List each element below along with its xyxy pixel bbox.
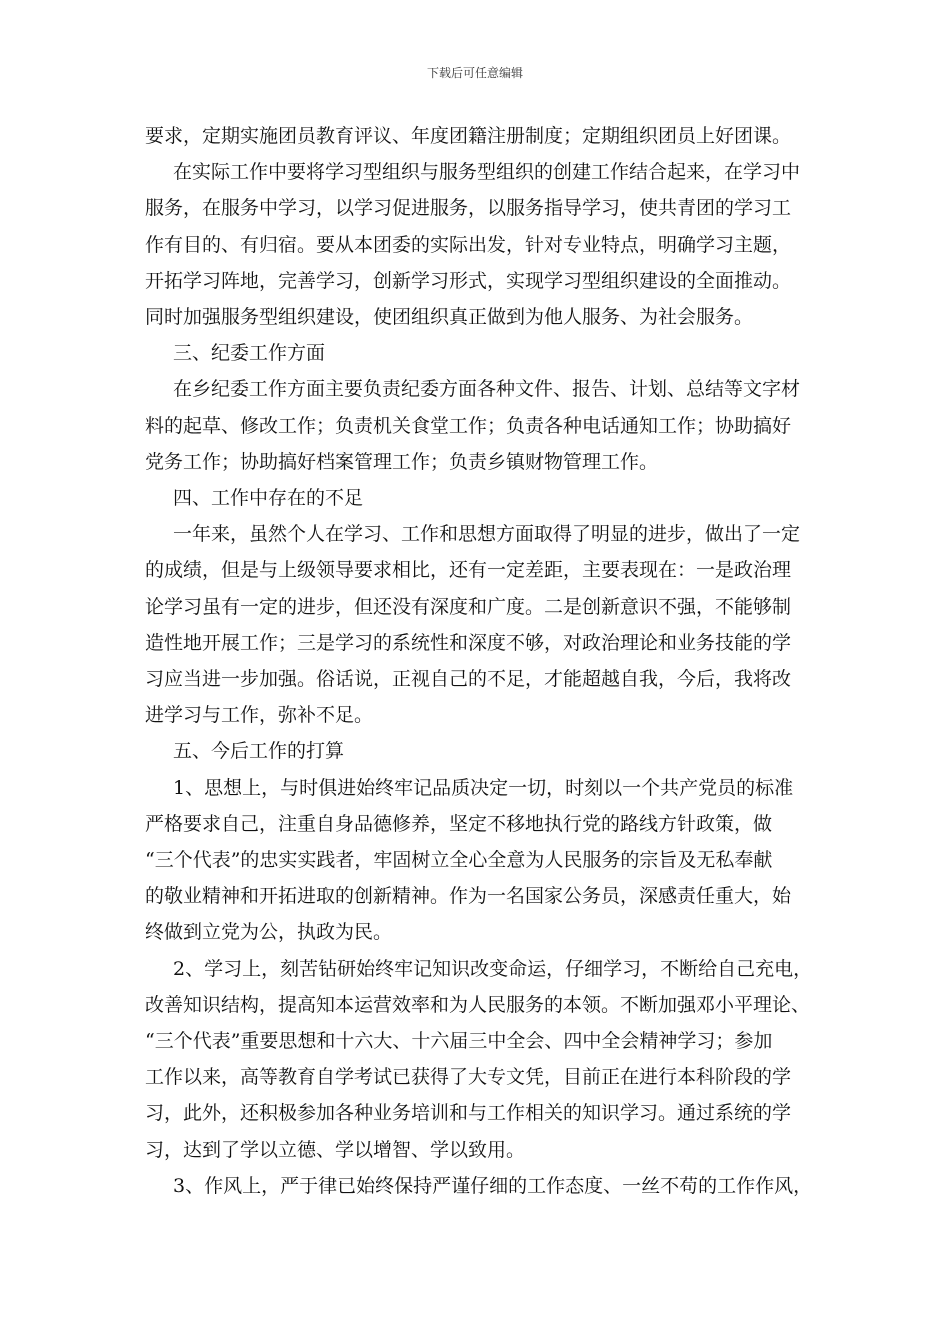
text-line: 进学习与工作，弥补不足。 [145,704,374,727]
text-line: 3、作风上，严于律已始终保持严谨仔细的工作态度、一丝不苟的工作作风， [173,1174,813,1197]
section-heading: 三、纪委工作方面 [173,342,326,365]
document-body [145,118,825,1204]
text-line: 作有目的、有归宿。要从本团委的实际出发，针对专业特点，明确学习主题， [145,233,792,256]
text-line: 服务，在服务中学习，以学习促进服务，以服务指导学习，使共青团的学习工 [145,197,792,220]
text-line: 习应当进一步加强。俗话说，正视自己的不足，才能超越自我，今后，我将改 [145,668,792,691]
text-line: 料的起草、修改工作；负责机关食堂工作；负责各种电话通知工作；协助搞好 [145,414,792,437]
text-line: 同时加强服务型组织建设，使团组织真正做到为他人服务、为社会服务。 [145,306,754,329]
text-line: 论学习虽有一定的进步，但还没有深度和广度。二是创新意识不强，不能够制 [145,595,792,618]
text-line: 严格要求自己，注重自身品德修养，坚定不移地执行党的路线方针政策，做 [145,812,773,835]
text-line: 造性地开展工作；三是学习的系统性和深度不够，对政治理论和业务技能的学 [145,631,792,654]
text-line: 工作以来，高等教育自学考试已获得了大专文凭，目前正在进行本科阶段的学 [145,1066,792,1089]
text-line: 的成绩，但是与上级领导要求相比，还有一定差距，主要表现在：一是政治理 [145,559,792,582]
text-line: 2、学习上，刻苦钻研始终牢记知识改变命运，仔细学习，不断给自己充电， [173,957,813,980]
page-header: 下载后可任意编辑 [426,66,523,80]
text-line: 习，此外，还积极参加各种业务培训和与工作相关的知识学习。通过系统的学 [145,1102,792,1125]
text-line: 一年来，虽然个人在学习、工作和思想方面取得了明显的进步，做出了一定 [173,523,801,546]
text-line: 要求，定期实施团员教育评议、年度团籍注册制度；定期组织团员上好团课。 [145,125,792,147]
text-line: “三个代表”的忠实实践者，牢固树立全心全意为人民服务的宗旨及无私奉献 [145,849,773,872]
text-line: 党务工作；协助搞好档案管理工作；负责乡镇财物管理工作。 [145,450,659,473]
text-line: 终做到立党为公，执政为民。 [145,921,393,944]
section-heading: 四、工作中存在的不足 [173,487,364,510]
text-line: 1、思想上，与时俱进始终牢记品质决定一切，时刻以一个共产党员的标准 [173,776,794,799]
text-line: 在乡纪委工作方面主要负责纪委方面各种文件、报告、计划、总结等文字材 [173,378,801,401]
text-line: 在实际工作中要将学习型组织与服务型组织的创建工作结合起来，在学习中 [173,161,801,184]
text-line: 的敬业精神和开拓进取的创新精神。作为一名国家公务员，深感责任重大，始 [145,885,792,908]
section-heading: 五、今后工作的打算 [173,740,345,763]
text-line: 改善知识结构，提高知本运营效率和为人民服务的本领。不断加强邓小平理论、 [145,993,811,1016]
text-line: 习，达到了学以立德、学以增智、学以致用。 [145,1138,526,1161]
text-line: “三个代表”重要思想和十六大、十六届三中全会、四中全会精神学习；参加 [145,1030,773,1053]
text-line: 开拓学习阵地，完善学习，创新学习形式，实现学习型组织建设的全面推动。 [145,269,792,292]
